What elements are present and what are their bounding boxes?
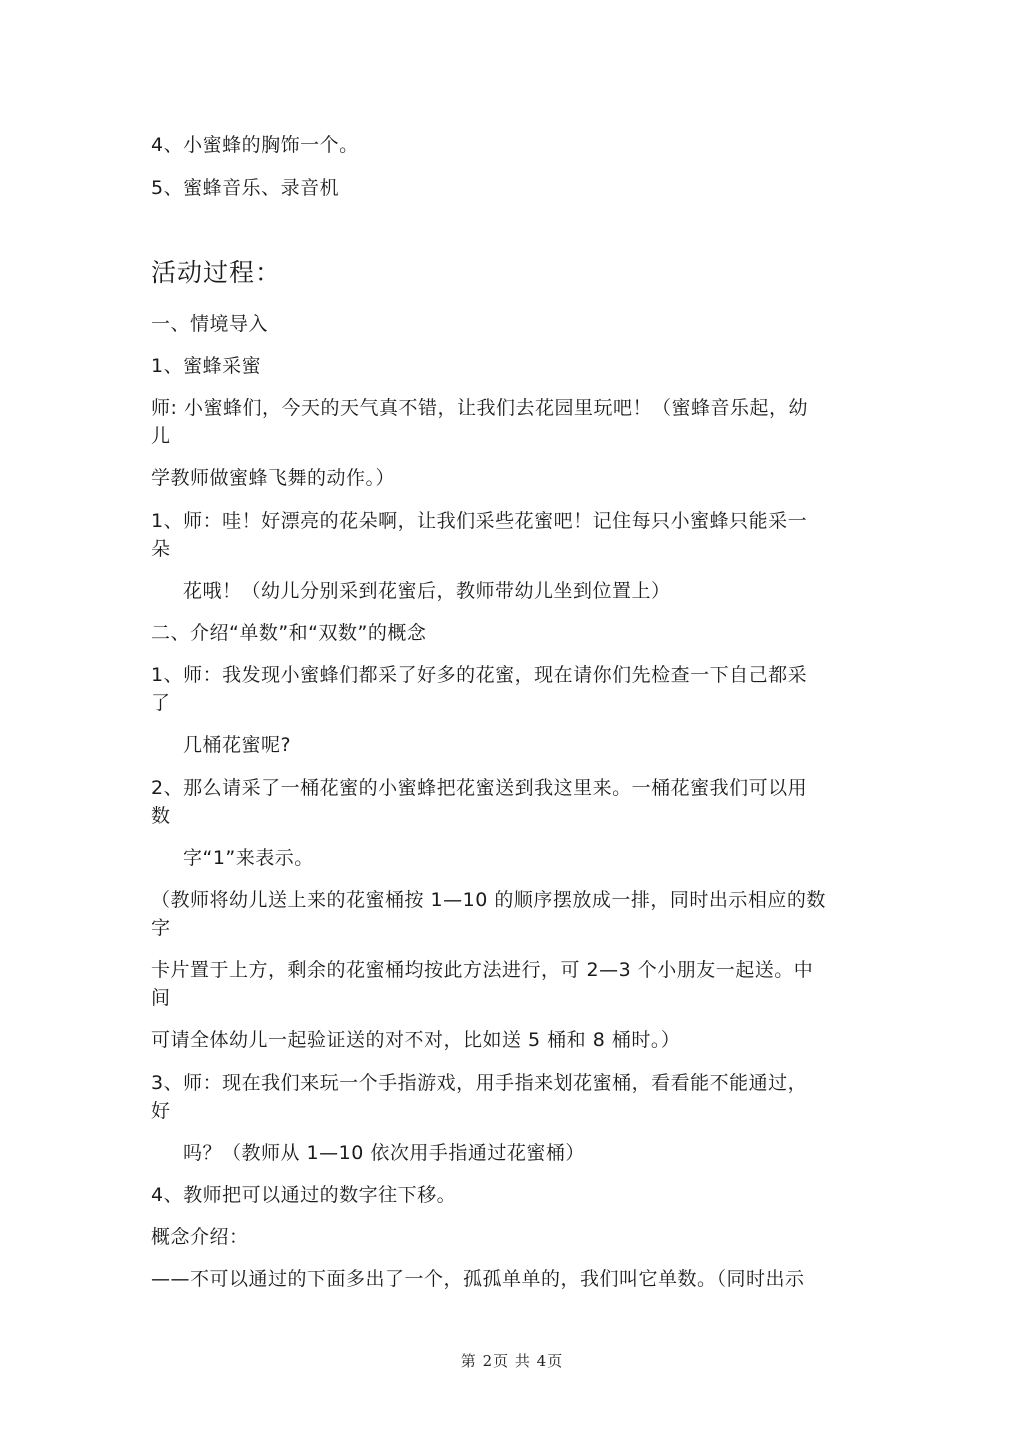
page-number-footer: 第 2页 共 4页 [460, 1352, 564, 1370]
paragraph-line: 朵 [151, 538, 171, 560]
paragraph-line: 1、师：我发现小蜜蜂们都采了好多的花蜜，现在请你们先检查一下自己都采 [151, 664, 808, 686]
paragraph-line: 字 [151, 917, 171, 939]
paragraph-line: ——不可以通过的下面多出了一个，孤孤单单的，我们叫它单数。（同时出示 [151, 1268, 805, 1290]
paragraph-line: 可请全体幼儿一起验证送的对不对，比如送 5 桶和 8 桶时。） [151, 1029, 681, 1051]
material-item-5: 5、蜜蜂音乐、录音机 [151, 177, 340, 199]
paragraph-line: 师: 小蜜蜂们，今天的天气真不错，让我们去花园里玩吧！（蜜蜂音乐起，幼 [151, 397, 808, 419]
section-heading-activity-process: 活动过程： [151, 258, 282, 287]
step-heading-situation-intro: 一、情境导入 [151, 313, 269, 335]
paragraph-line: 字“1”来表示。 [183, 847, 314, 869]
paragraph-line: 吗？（教师从 1—10 依次用手指通过花蜜桶） [183, 1142, 585, 1164]
paragraph-line: 3、师：现在我们来玩一个手指游戏，用手指来划花蜜桶，看看能不能通过， [151, 1072, 808, 1094]
paragraph-line: 4、教师把可以通过的数字往下移。 [151, 1184, 457, 1206]
paragraph-line: 儿 [151, 425, 171, 447]
paragraph-line: 几桶花蜜呢? [183, 734, 292, 756]
paragraph-line: 花哦！（幼儿分别采到花蜜后，教师带幼儿坐到位置上） [183, 580, 671, 602]
material-item-4: 4、小蜜蜂的胸饰一个。 [151, 134, 359, 156]
paragraph-line: 学教师做蜜蜂飞舞的动作。） [151, 467, 396, 489]
step-item-bee-collect-honey: 1、蜜蜂采蜜 [151, 355, 262, 377]
paragraph-line: （教师将幼儿送上来的花蜜桶按 1—10 的顺序摆放成一排，同时出示相应的数 [151, 889, 826, 911]
paragraph-line: 2、那么请采了一桶花蜜的小蜜蜂把花蜜送到我这里来。一桶花蜜我们可以用 [151, 777, 808, 799]
paragraph-line: 了 [151, 692, 171, 714]
paragraph-line: 1、师：哇！好漂亮的花朵啊，让我们采些花蜜吧！记住每只小蜜蜂只能采一 [151, 510, 808, 532]
paragraph-line: 好 [151, 1100, 171, 1122]
paragraph-line: 数 [151, 805, 171, 827]
paragraph-line: 间 [151, 987, 171, 1009]
step-heading-odd-even-concept: 二、介绍“单数”和“双数”的概念 [151, 622, 427, 644]
paragraph-line: 卡片置于上方，剩余的花蜜桶均按此方法进行，可 2—3 个小朋友一起送。中 [151, 959, 814, 981]
paragraph-line: 概念介绍： [151, 1226, 249, 1248]
